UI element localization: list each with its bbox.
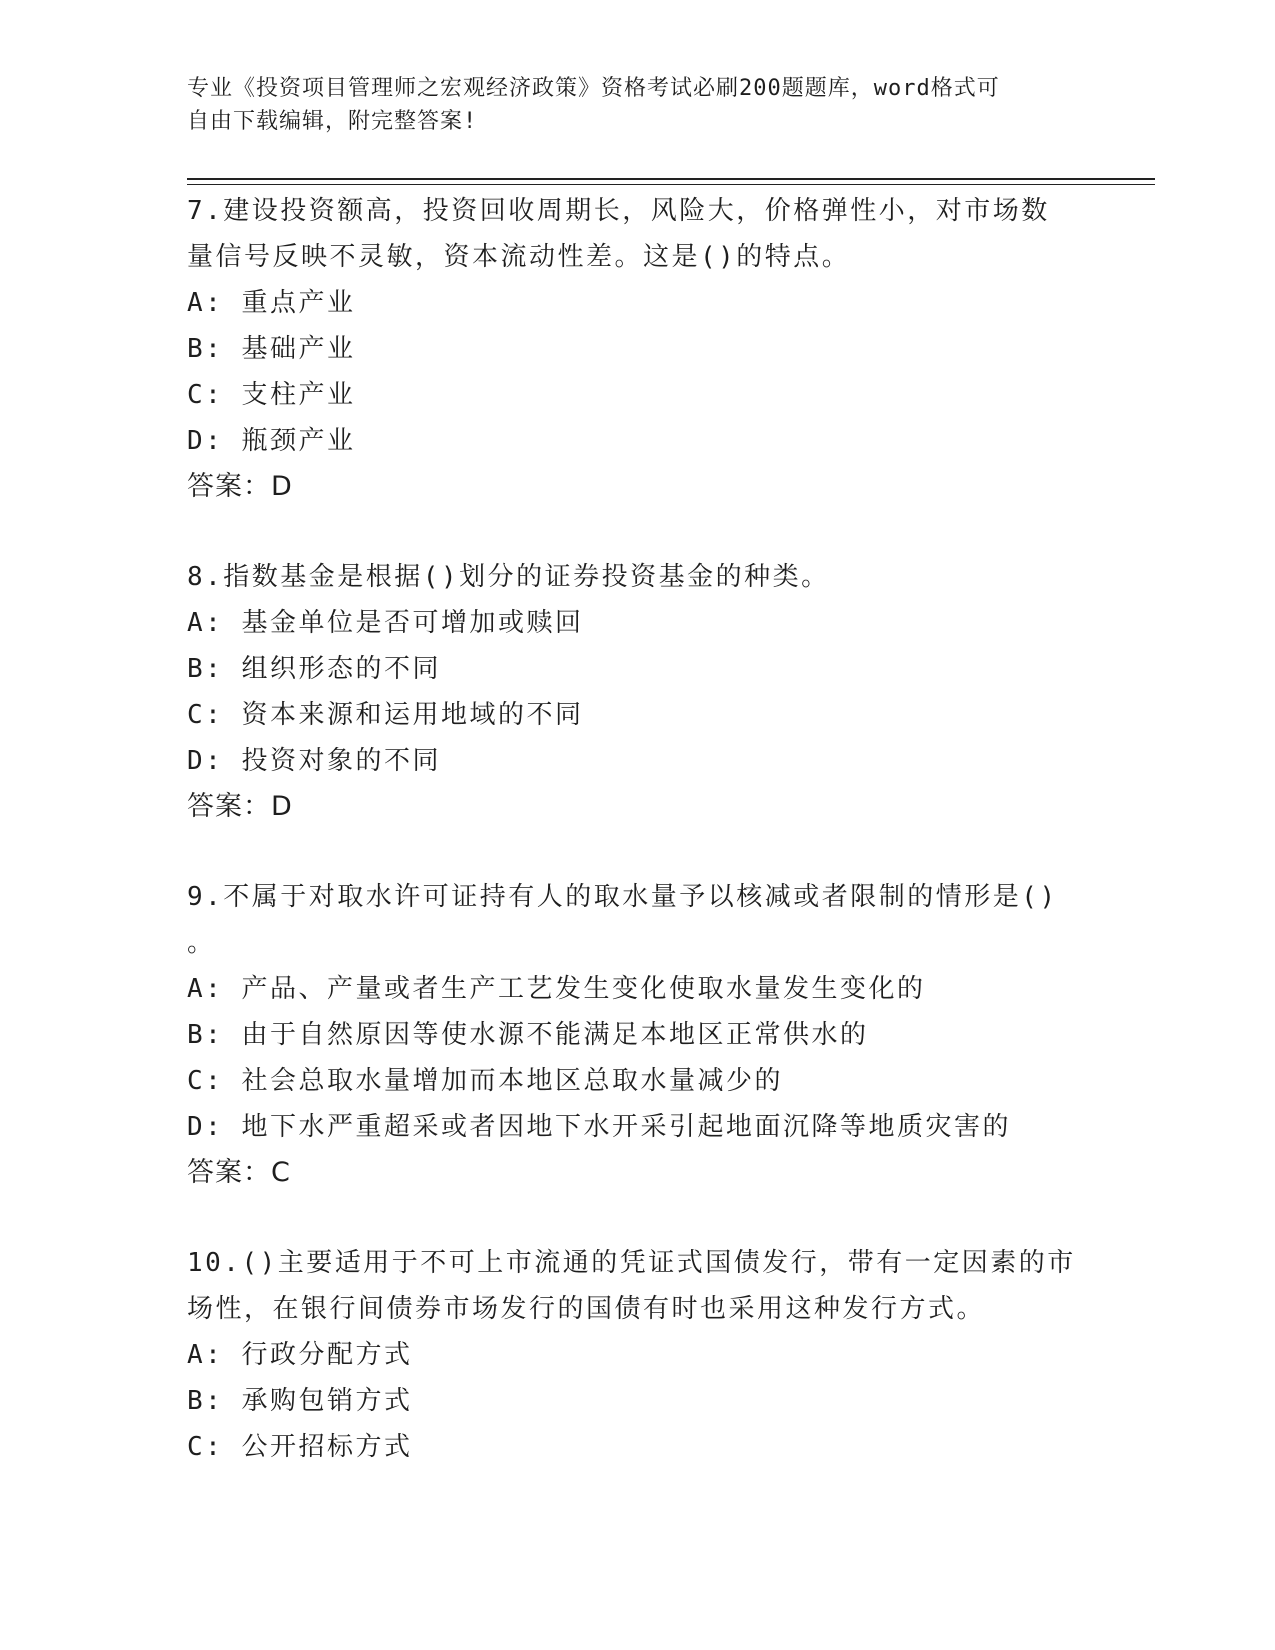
option-d: D: 地下水严重超采或者因地下水开采引起地面沉降等地质灾害的 (187, 1112, 1011, 1142)
option-c: C: 资本来源和运用地域的不同 (187, 700, 584, 730)
option-c: C: 社会总取水量增加而本地区总取水量减少的 (187, 1066, 783, 1096)
header-line-1: 专业《投资项目管理师之宏观经济政策》资格考试必刷200题题库，word格式可 (187, 76, 1000, 101)
answer-line: 答案：D (187, 791, 293, 822)
option-b: B: 承购包销方式 (187, 1386, 413, 1416)
question-stem: 8.指数基金是根据()划分的证券投资基金的种类。 (187, 562, 830, 592)
answer-line: 答案：D (187, 471, 293, 502)
option-a: A: 产品、产量或者生产工艺发生变化使取水量发生变化的 (187, 974, 926, 1004)
option-a: A: 行政分配方式 (187, 1340, 413, 1370)
option-a: A: 基金单位是否可增加或赎回 (187, 608, 584, 638)
question-10 (187, 1240, 1087, 1470)
question-stem: 量信号反映不灵敏，资本流动性差。这是()的特点。 (187, 242, 851, 272)
question-9 (187, 874, 1087, 1196)
question-stem: 9.不属于对取水许可证持有人的取水量予以核减或者限制的情形是() (187, 882, 1058, 912)
question-stem: 场性，在银行间债券市场发行的国债有时也采用这种发行方式。 (187, 1294, 986, 1324)
option-d: D: 瓶颈产业 (187, 426, 356, 456)
option-c: C: 支柱产业 (187, 380, 356, 410)
question-stem: 7.建设投资额高，投资回收周期长，风险大，价格弹性小，对市场数 (187, 196, 1050, 226)
question-list (187, 188, 1087, 1514)
answer-line: 答案：C (187, 1157, 291, 1188)
option-b: B: 基础产业 (187, 334, 356, 364)
option-c: C: 公开招标方式 (187, 1432, 413, 1462)
header-divider (187, 178, 1155, 185)
option-b: B: 由于自然原因等使水源不能满足本地区正常供水的 (187, 1020, 869, 1050)
option-d: D: 投资对象的不同 (187, 746, 441, 776)
document-header (187, 72, 1067, 138)
question-7 (187, 188, 1087, 510)
question-stem: 10.()主要适用于不可上市流通的凭证式国债发行，带有一定因素的市 (187, 1248, 1076, 1278)
option-a: A: 重点产业 (187, 288, 356, 318)
option-b: B: 组织形态的不同 (187, 654, 441, 684)
header-line-2: 自由下载编辑，附完整答案! (187, 109, 478, 134)
question-stem: 。 (187, 928, 216, 958)
question-8 (187, 554, 1087, 830)
